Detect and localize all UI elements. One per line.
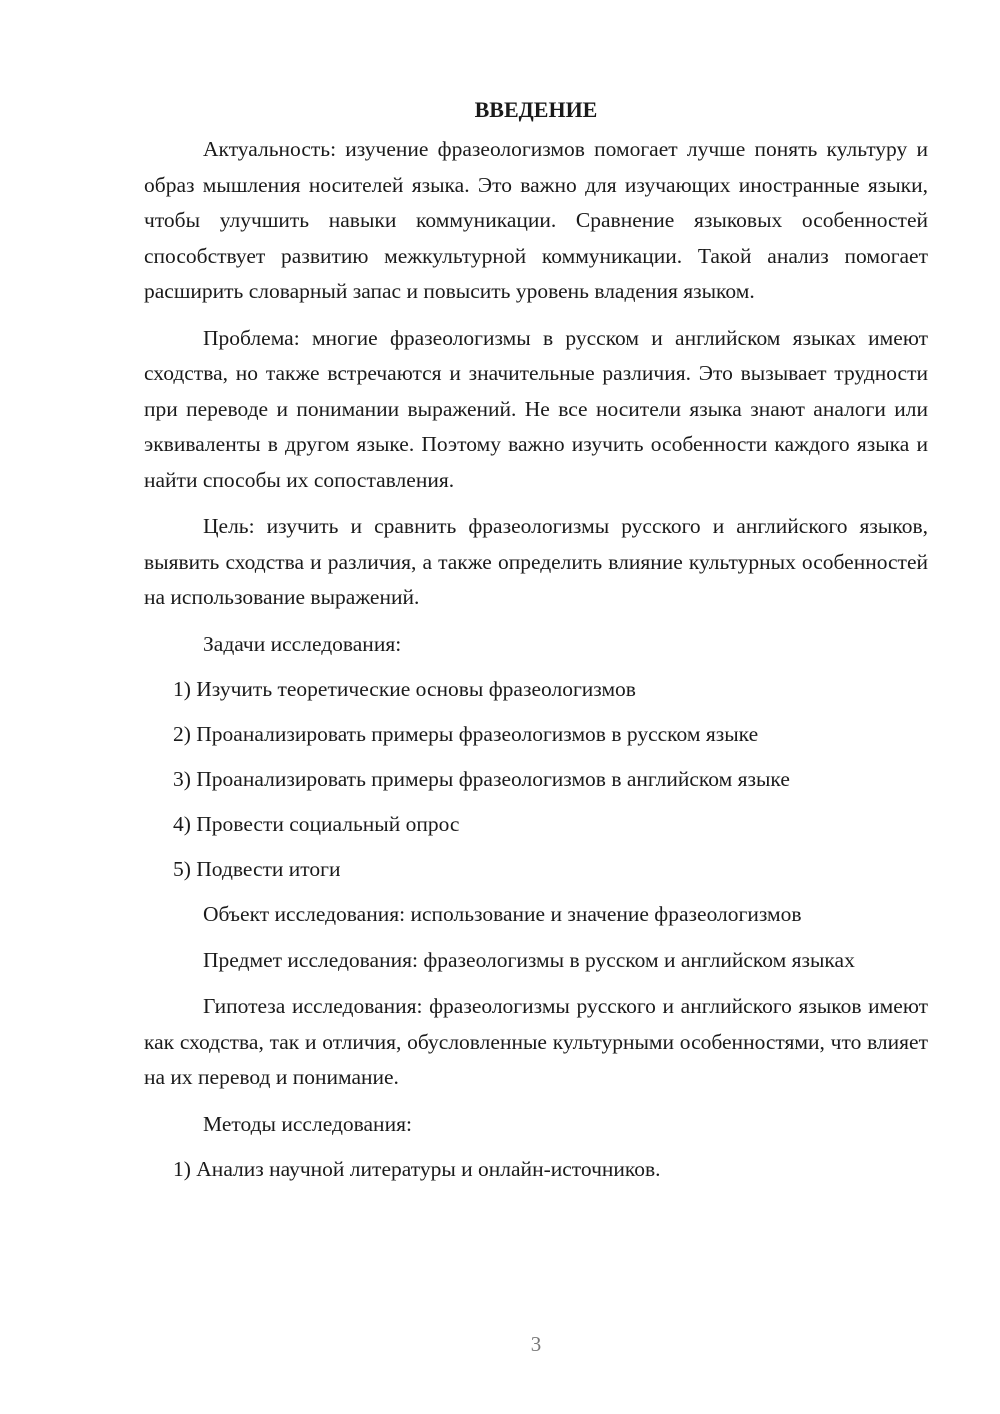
list-item: 4) Провести социальный опрос bbox=[173, 812, 460, 836]
methods-heading: Методы исследования: bbox=[203, 1111, 412, 1136]
list-item: 2) Проанализировать примеры фразеологизмов в русском языке bbox=[173, 722, 759, 746]
hypothesis-paragraph: Гипотеза исследования: фразеологизмы русского и английского языков имеют как сходства, так и отличия, обусловленные культурными особенностями, что влияет на их перевод и понимание. bbox=[144, 994, 928, 1089]
relevance-paragraph: Актуальность: изучение фразеологизмов помогает лучше понять культуру и образ мышления носителей языка. Это важно для изучающих иностранные языки, чтобы улучшить навыки коммуникации. Сравнение языковых особенностей способствует развитию межкультурной коммуникации. Такой анализ помогает расширить словарный запас и повысить уровень владения языком. bbox=[144, 137, 928, 303]
subject-paragraph: Предмет исследования: фразеологизмы в русском и английском языках bbox=[203, 947, 855, 972]
page-number: 3 bbox=[530, 1332, 542, 1356]
document-page bbox=[144, 92, 928, 1197]
methods-list bbox=[144, 1152, 928, 1188]
object-paragraph: Объект исследования: использование и значение фразеологизмов bbox=[203, 902, 802, 926]
problem-paragraph: Проблема: многие фразеологизмы в русском и английском языках имеют сходства, но также встречаются и значительные различия. Это вызывает трудности при переводе и понимании выражений. Не все носители языка знают аналоги или эквиваленты в другом языке. Поэтому важно изучить особенности каждого языка и найти способы их сопоставления. bbox=[144, 325, 928, 492]
list-item: 1) Анализ научной литературы и онлайн-источников. bbox=[173, 1157, 661, 1181]
list-item: 3) Проанализировать примеры фразеологизмов в английском языке bbox=[173, 767, 790, 791]
goal-paragraph: Цель: изучить и сравнить фразеологизмы русского и английского языков, выявить сходства и различия, а также определить влияние культурных особенностей на использование выражений. bbox=[144, 514, 928, 609]
list-item: 1) Изучить теоретические основы фразеологизмов bbox=[173, 677, 636, 701]
tasks-heading: Задачи исследования: bbox=[203, 631, 402, 656]
list-item: 5) Подвести итоги bbox=[173, 857, 341, 881]
section-title: ВВЕДЕНИЕ bbox=[474, 97, 598, 122]
tasks-list bbox=[144, 672, 928, 888]
